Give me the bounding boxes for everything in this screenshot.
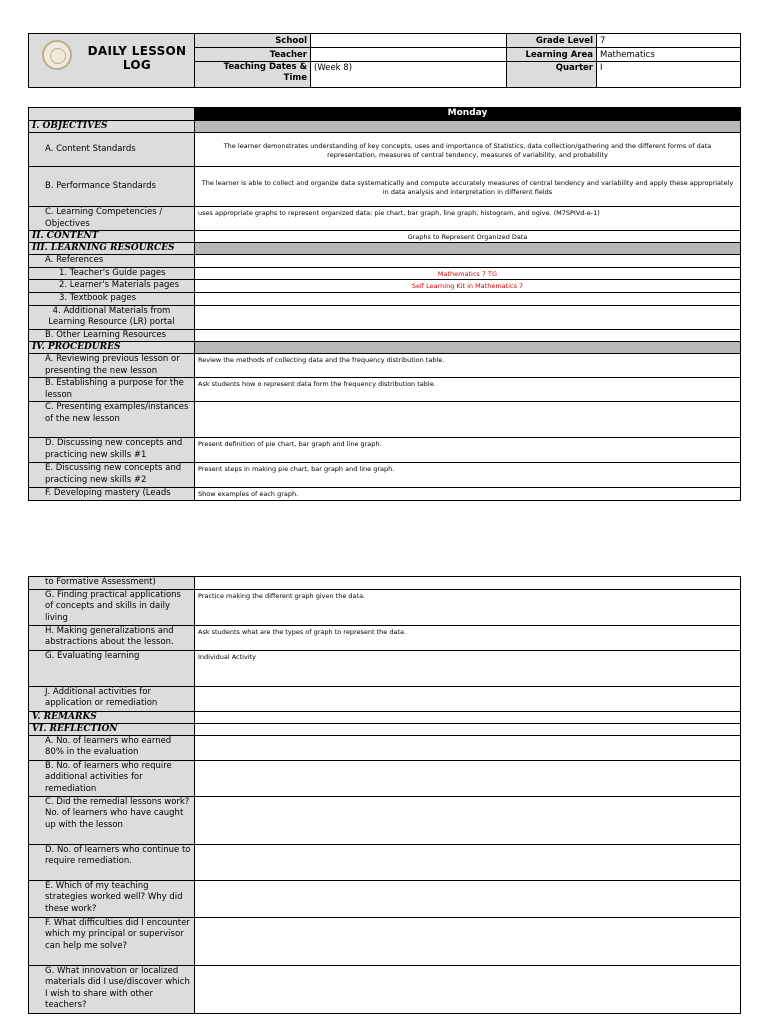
procedure-f-label: F. Developing mastery (Leads	[29, 488, 195, 501]
teachers-guide-label: 1. Teacher's Guide pages	[29, 267, 195, 280]
other-resources-value[interactable]	[195, 329, 741, 342]
learning-competencies-label-line2: Objectives	[45, 218, 90, 229]
procedure-d-label: D. Discussing new concepts and practicing new skills #1	[29, 438, 195, 463]
section-bar	[195, 121, 741, 133]
procedure-e-value[interactable]: Present steps in making pie chart, bar graph and line graph.	[195, 463, 741, 488]
section-learning-resources: III. LEARNING RESOURCES	[29, 243, 195, 255]
procedure-h-label: H. Making generalizations and abstractions about the lesson.	[29, 625, 195, 650]
corner-cell	[29, 108, 195, 121]
procedure-c-label: C. Presenting examples/instances of the new lesson	[29, 402, 195, 438]
procedure-c-value[interactable]	[195, 402, 741, 438]
reflection-c-value[interactable]	[195, 796, 741, 844]
procedure-j-label: J. Additional activities for application or remediation	[29, 686, 195, 711]
quarter-label: Quarter	[507, 62, 597, 88]
day-header: Monday	[195, 108, 741, 121]
references-value[interactable]	[195, 255, 741, 268]
lesson-table-part2	[28, 576, 741, 1014]
additional-materials-label-line2: Learning Resource (LR) portal	[48, 317, 175, 327]
procedure-evaluating-label: G. Evaluating learning	[29, 650, 195, 686]
procedure-a-value[interactable]: Review the methods of collecting data and the frequency distribution table.	[195, 354, 741, 378]
additional-materials-value[interactable]	[195, 305, 741, 329]
procedure-e-label: E. Discussing new concepts and practicing new skills #2	[29, 463, 195, 488]
textbook-pages-label: 3. Textbook pages	[29, 293, 195, 306]
quarter-field[interactable]: I	[597, 62, 741, 88]
reflection-d-label: D. No. of learners who continue to require remediation.	[29, 844, 195, 880]
procedure-f-label-cont: to Formative Assessment)	[29, 577, 195, 590]
content-value[interactable]: Graphs to Represent Organized Data	[195, 231, 741, 243]
other-resources-label: B. Other Learning Resources	[29, 329, 195, 342]
textbook-pages-value[interactable]	[195, 293, 741, 306]
reflection-value[interactable]	[195, 723, 741, 735]
procedure-evaluating-value[interactable]: Individual Activity	[195, 650, 741, 686]
section-bar	[195, 342, 741, 354]
procedure-f-value[interactable]: Show examples of each graph.	[195, 488, 741, 501]
procedure-d-value[interactable]: Present definition of pie chart, bar graph and line graph.	[195, 438, 741, 463]
teacher-label: Teacher	[195, 48, 311, 62]
teaching-dates-label-line2: Time	[283, 73, 307, 83]
section-bar	[195, 243, 741, 255]
teaching-dates-field[interactable]: (Week 8)	[311, 62, 507, 88]
additional-materials-label-line1: 4. Additional Materials from	[52, 305, 171, 316]
additional-materials-label	[29, 305, 195, 329]
learning-area-field[interactable]: Mathematics	[597, 48, 741, 62]
performance-standards-value[interactable]: The learner is able to collect and organize data systematically and compute accurately measures of central tendency and variability and apply these appropriately in data analysis and interpretation in different fields	[195, 167, 741, 207]
reflection-d-value[interactable]	[195, 844, 741, 880]
reflection-b-value[interactable]	[195, 760, 741, 796]
teachers-guide-value[interactable]: Mathematics 7 TG	[195, 267, 741, 280]
section-procedures: IV. PROCEDURES	[29, 342, 195, 354]
section-objectives: I. OBJECTIVES	[29, 121, 195, 133]
learning-competencies-label	[29, 207, 195, 231]
school-label: School	[195, 34, 311, 48]
grade-level-label: Grade Level	[507, 34, 597, 48]
section-content: II. CONTENT	[29, 231, 195, 243]
deped-seal-icon	[42, 40, 72, 70]
references-label: A. References	[29, 255, 195, 268]
reflection-g-label: G. What innovation or localized materials did I use/discover which I wish to share with other teachers?	[29, 965, 195, 1013]
reflection-a-value[interactable]	[195, 735, 741, 760]
section-reflection: VI. REFLECTION	[29, 723, 195, 735]
reflection-g-value[interactable]	[195, 965, 741, 1013]
reflection-f-label: F. What difficulties did I encounter which my principal or supervisor can help me solve?	[29, 917, 195, 965]
performance-standards-label: B. Performance Standards	[29, 167, 195, 207]
learners-materials-value[interactable]: Self Learning Kit in Mathematics 7	[195, 280, 741, 293]
title-cell	[29, 34, 195, 88]
procedure-a-label: A. Reviewing previous lesson or presenting the new lesson	[29, 354, 195, 378]
section-remarks: V. REMARKS	[29, 711, 195, 723]
learning-area-label: Learning Area	[507, 48, 597, 62]
procedure-g-label: G. Finding practical applications of concepts and skills in daily living	[29, 589, 195, 625]
lesson-table-part1	[28, 107, 741, 501]
reflection-a-label: A. No. of learners who earned 80% in the evaluation	[29, 735, 195, 760]
remarks-value[interactable]	[195, 711, 741, 723]
reflection-f-value[interactable]	[195, 917, 741, 965]
learning-competencies-label-line1: C. Learning Competencies /	[45, 207, 163, 217]
learning-competencies-value[interactable]: uses appropriate graphs to represent organized data: pie chart, bar graph, line graph, histogram, and ogive. (M7SPIVd-e-1)	[195, 207, 741, 231]
procedure-b-value[interactable]: Ask students how o represent data form the frequency distribution table.	[195, 378, 741, 402]
title-line-1: DAILY LESSON	[87, 44, 187, 58]
teaching-dates-label	[195, 62, 311, 88]
content-standards-value[interactable]: The learner demonstrates understanding of key concepts, uses and importance of Statistics, data collection/gathering and the different forms of data representation, measures of central tendency, measures of variability, and probability	[195, 133, 741, 167]
procedure-f-value-cont[interactable]	[195, 577, 741, 590]
procedure-g-value[interactable]: Practice making the different graph given the data.	[195, 589, 741, 625]
header-table	[28, 33, 741, 88]
content-standards-label: A. Content Standards	[29, 133, 195, 167]
reflection-c-label: C. Did the remedial lessons work? No. of learners who have caught up with the lesson	[29, 796, 195, 844]
procedure-j-value[interactable]	[195, 686, 741, 711]
school-field[interactable]	[311, 34, 507, 48]
title-line-2: LOG	[122, 58, 152, 72]
teaching-dates-label-line1: Teaching Dates &	[223, 62, 307, 72]
grade-level-field[interactable]: 7	[597, 34, 741, 48]
reflection-e-value[interactable]	[195, 880, 741, 917]
learners-materials-label: 2. Learner's Materials pages	[29, 280, 195, 293]
teacher-field[interactable]	[311, 48, 507, 62]
reflection-b-label: B. No. of learners who require additional activities for remediation	[29, 760, 195, 796]
reflection-e-label: E. Which of my teaching strategies worked well? Why did these work?	[29, 880, 195, 917]
procedure-b-label: B. Establishing a purpose for the lesson	[29, 378, 195, 402]
procedure-h-value[interactable]: Ask students what are the types of graph to represent the data.	[195, 625, 741, 650]
page-title	[77, 44, 195, 72]
